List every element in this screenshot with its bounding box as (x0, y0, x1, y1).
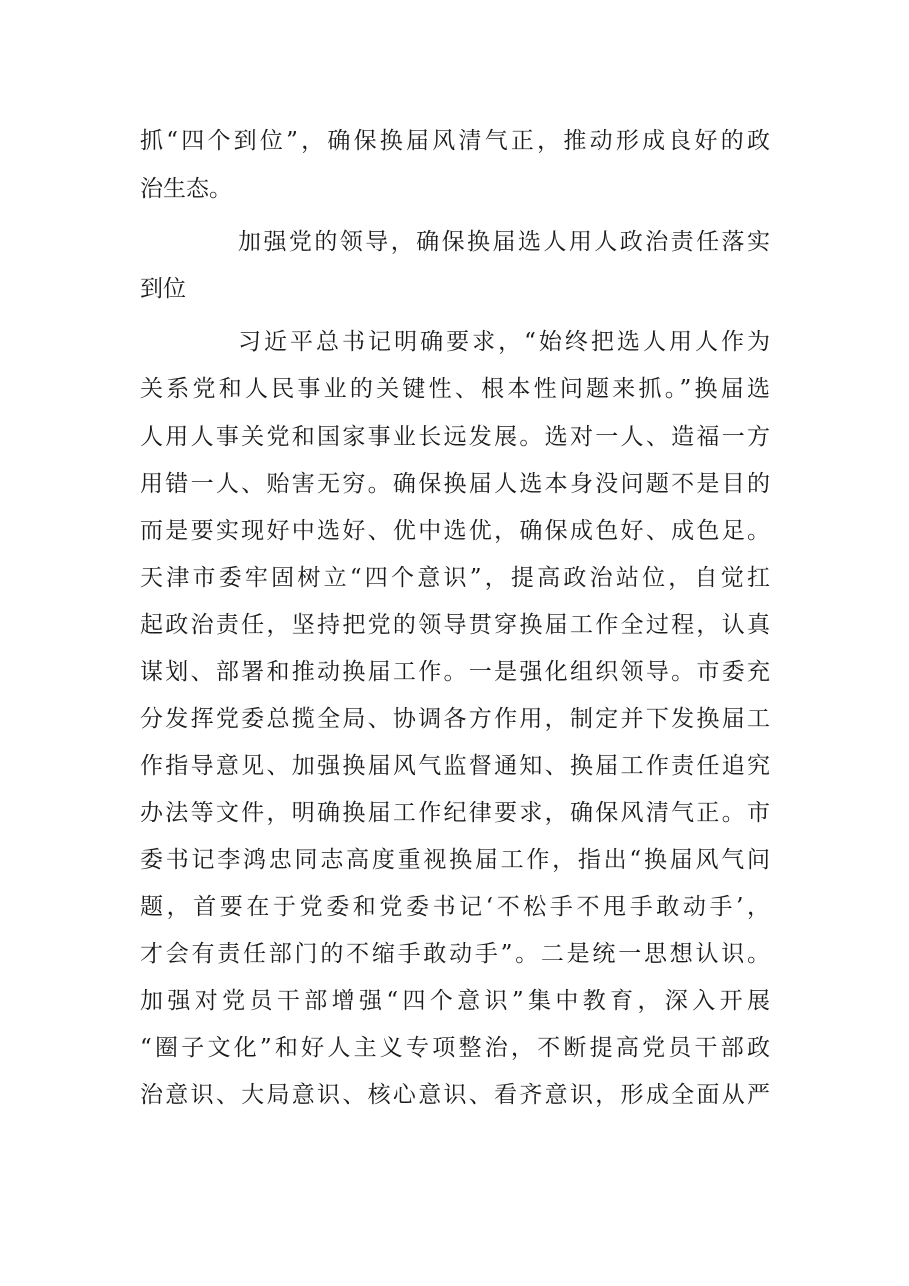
text-line: 治意识、大局意识、核心意识、看齐意识，形成全面从严 (140, 1082, 770, 1108)
text-line: 治生态。 (140, 176, 232, 202)
text-line: 关系党和人民事业的关键性、根本性问题来抓。”换届选 (140, 376, 770, 402)
text-line: 抓“四个到位”，确保换届风清气正，推动形成良好的政 (140, 128, 770, 154)
text-line: 天津市委牢固树立“四个意识”，提高政治站位，自觉扛 (140, 565, 770, 591)
text-line: 起政治责任，坚持把党的领导贯穿换届工作全过程，认真 (140, 612, 770, 638)
text-line: 委书记李鸿忠同志高度重视换届工作，指出“换届风气问 (140, 847, 770, 873)
section-heading: 到位 (140, 276, 186, 302)
text-line: 作指导意见、加强换届风气监督通知、换届工作责任追究 (140, 753, 770, 779)
text-line: 而是要实现好中选好、优中选优，确保成色好、成色足。 (140, 518, 770, 544)
text-line: 分发挥党委总揽全局、协调各方作用，制定并下发换届工 (140, 706, 770, 732)
text-line: “圈子文化”和好人主义专项整治，不断提高党员干部政 (140, 1035, 770, 1061)
text-line: 人用人事关党和国家事业长远发展。选对一人、造福一方 (140, 424, 770, 450)
text-line: 用错一人、贻害无穷。确保换届人选本身没问题不是目的 (140, 471, 770, 497)
text-line: 习近平总书记明确要求，“始终把选人用人作为 (238, 329, 770, 355)
text-line: 题，首要在于党委和党委书记‘不松手不甩手敢动手’， (140, 894, 770, 920)
text-line: 办法等文件，明确换届工作纪律要求，确保风清气正。市 (140, 800, 770, 826)
text-line: 加强对党员干部增强“四个意识”集中教育，深入开展 (140, 988, 770, 1014)
section-heading: 加强党的领导，确保换届选人用人政治责任落实 (238, 229, 770, 255)
text-line: 才会有责任部门的不缩手敢动手”。二是统一思想认识。 (140, 941, 770, 967)
text-line: 谋划、部署和推动换届工作。一是强化组织领导。市委充 (140, 659, 770, 685)
